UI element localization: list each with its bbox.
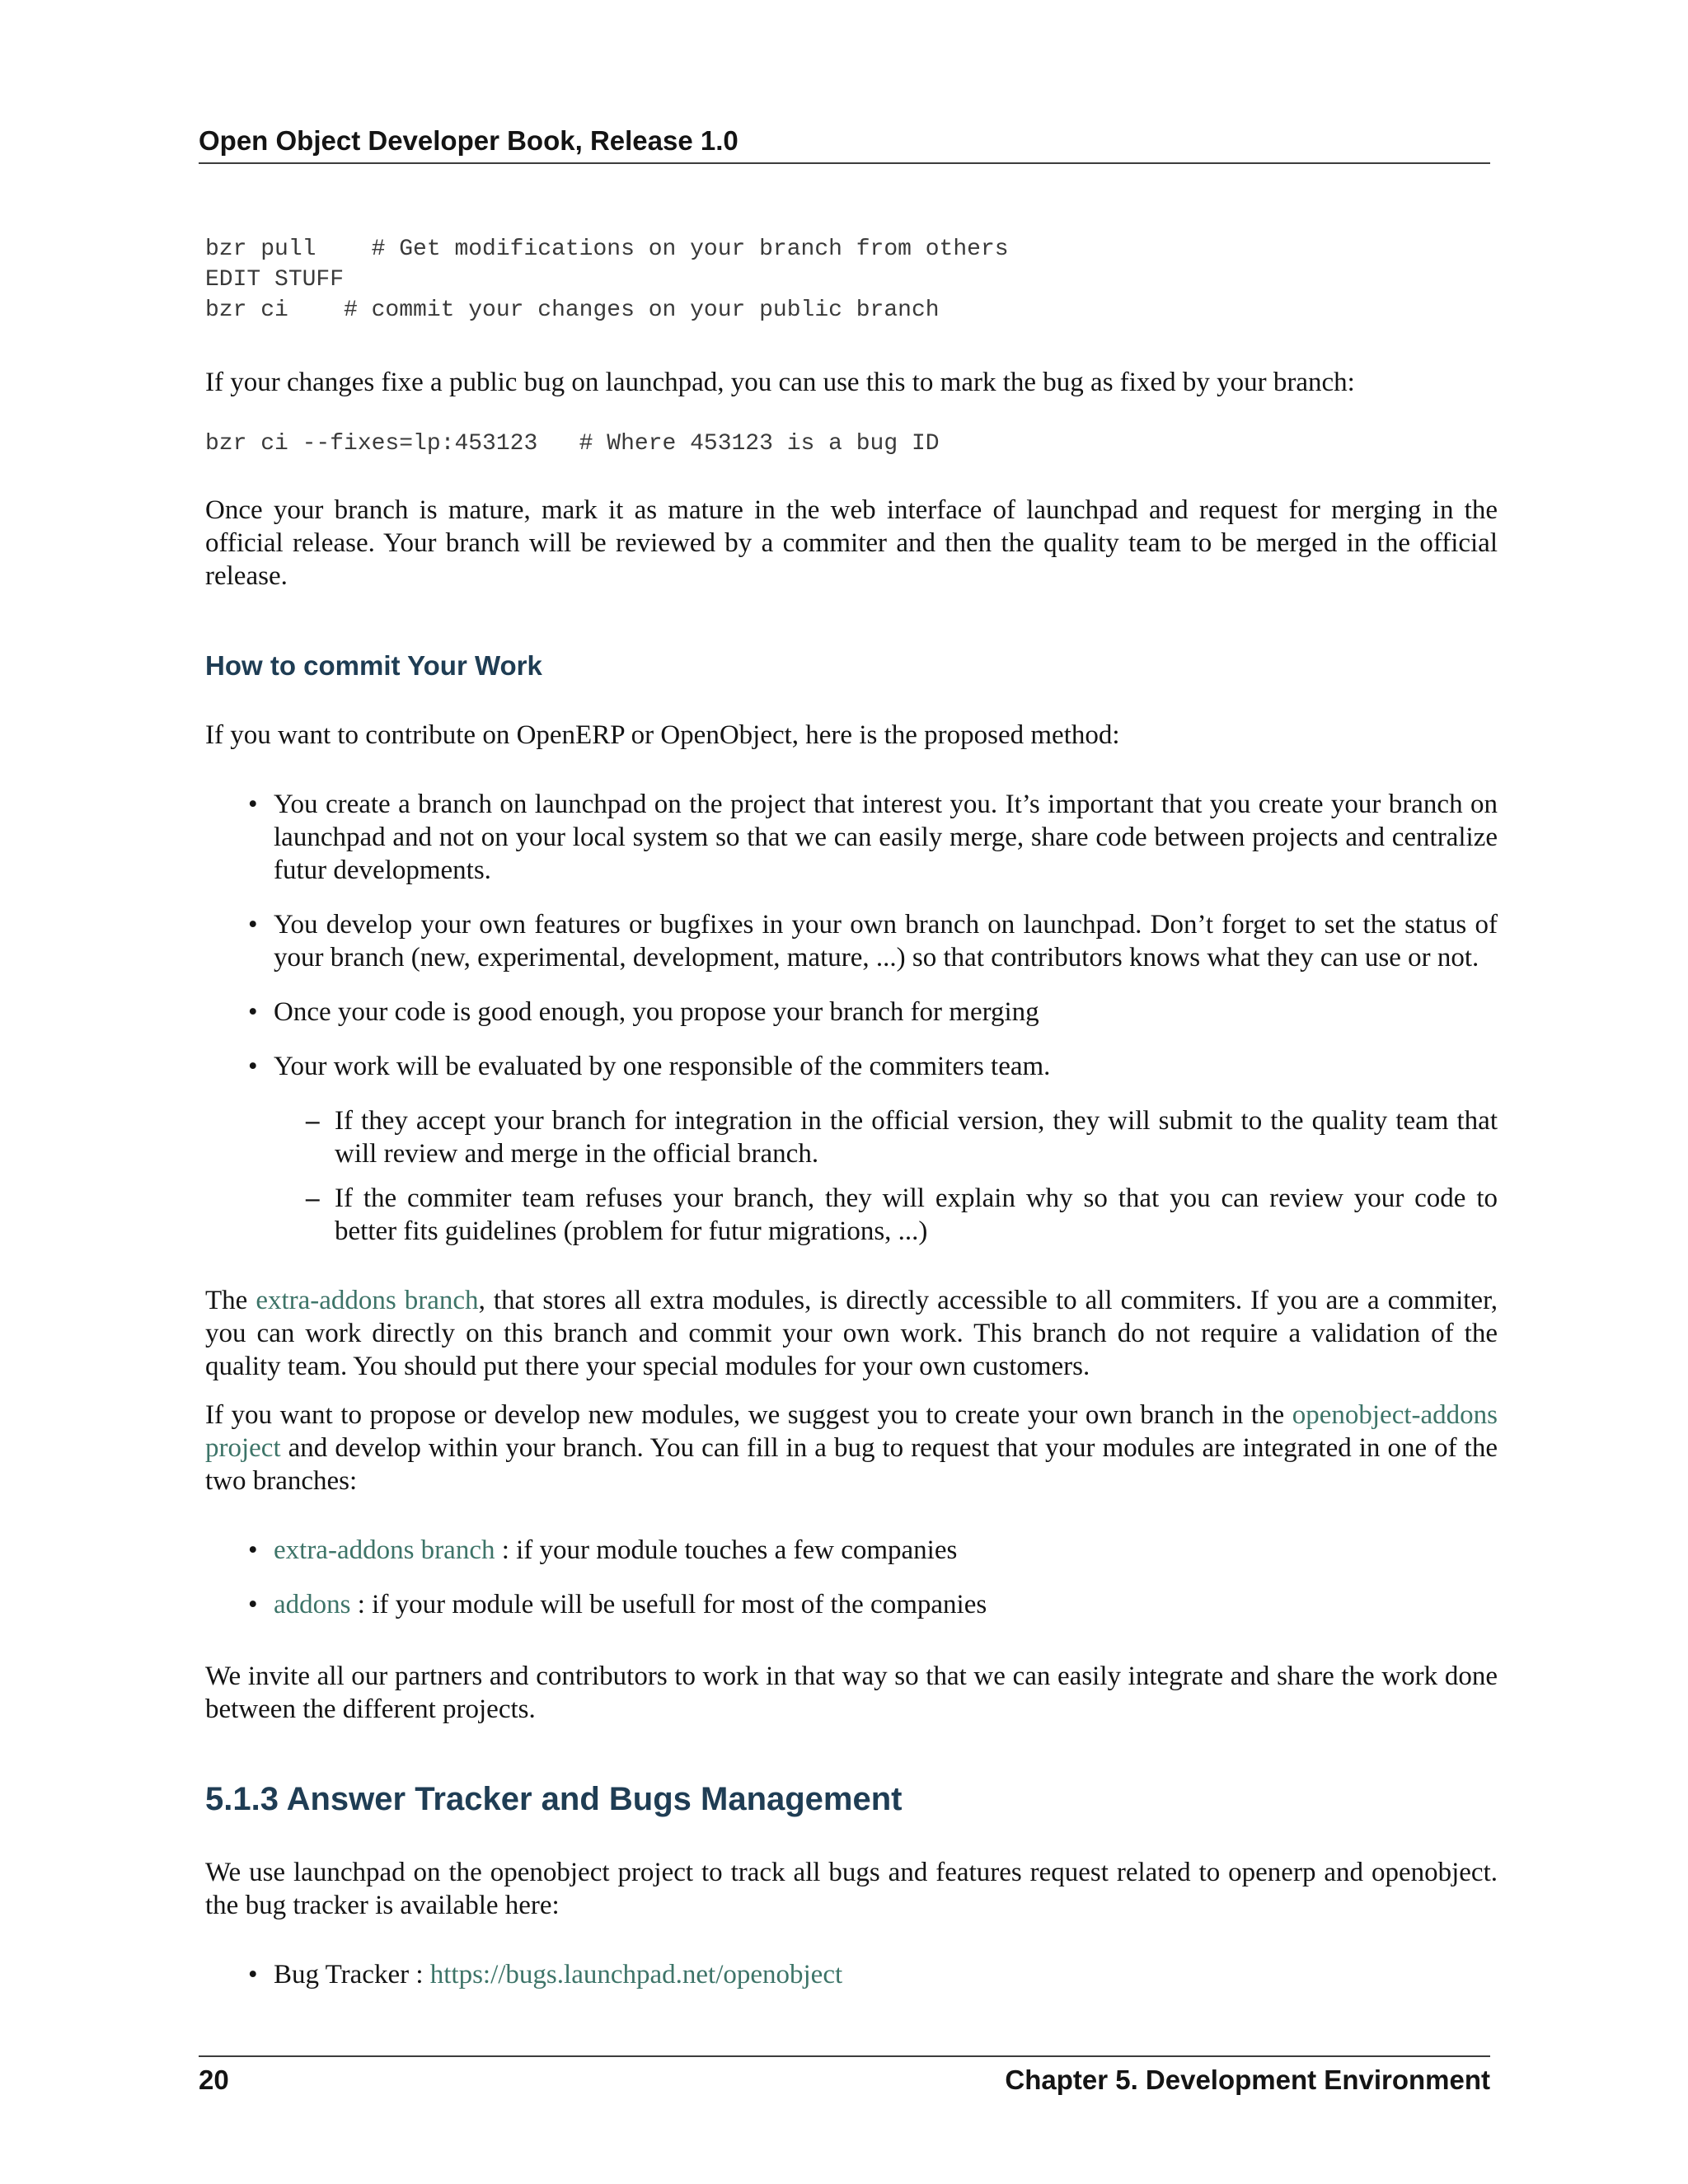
bullet-mark: • bbox=[248, 790, 258, 819]
bullet-mark: • bbox=[248, 1960, 258, 1990]
openobject-addons-link[interactable]: openobject-addons project bbox=[205, 1400, 1498, 1463]
bullet-mark: • bbox=[248, 1535, 258, 1565]
section-heading: 5.1.3 Answer Tracker and Bugs Management bbox=[205, 1781, 903, 1817]
paragraph-launchpad: We use launchpad on the openobject project to track all bugs and features request related to openerp and openobject. the bug tracker is available here: bbox=[205, 1858, 1498, 1920]
chapter-title: Chapter 5. Development Environment bbox=[1005, 2064, 1490, 2095]
page-content bbox=[205, 234, 1498, 1991]
code-block-bzr-workflow bbox=[205, 234, 1498, 326]
code-block-bzr-fixes bbox=[205, 429, 1498, 459]
bug-tracker-link[interactable]: https://bugs.launchpad.net/openobject bbox=[429, 1960, 843, 1990]
header-rule bbox=[199, 162, 1490, 164]
paragraph-intro: If you want to contribute on OpenERP or OpenObject, here is the proposed method: bbox=[205, 720, 1120, 750]
running-header: Open Object Developer Book, Release 1.0 bbox=[199, 125, 738, 156]
bullet-mark: • bbox=[248, 997, 258, 1027]
extra-addons-branch-link[interactable]: extra-addons branch bbox=[274, 1535, 495, 1565]
paragraph-extra-addons: The extra-addons branch, that stores all extra modules, is directly accessible to all commiters. If you are a commiter, you can work directly on this branch and commit your own work. This branch do not require a validation of the quality team. You should put there your special modules for your own customers. bbox=[205, 1286, 1498, 1381]
dash-mark: – bbox=[306, 1183, 320, 1213]
sub-list-item: – If they accept your branch for integration in the official version, they will submit to the quality team that will review and merge in the official branch. bbox=[306, 1106, 1498, 1169]
paragraph-fix-bug: If your changes fixe a public bug on launchpad, you can use this to mark the bug as fixed by your branch: bbox=[205, 368, 1355, 397]
list-item: • Bug Tracker : https://bugs.launchpad.net/openobject bbox=[248, 1960, 843, 1990]
paragraph-propose: If you want to propose or develop new modules, we suggest you to create your own branch in the openobject-addons project and develop within your branch. You can fill in a bug to request that your modules are integrated in one of the two branches: bbox=[205, 1400, 1498, 1496]
code-line: bzr ci --fixes=lp:453123 # Where 453123 is a bug ID bbox=[205, 431, 940, 457]
paragraph-mature: Once your branch is mature, mark it as mature in the web interface of launchpad and request for merging in the official release. Your branch will be reviewed by a commiter and then the quality team to be merged in the official release. bbox=[205, 495, 1498, 591]
list-item: • extra-addons branch : if your module touches a few companies bbox=[248, 1535, 958, 1565]
addons-link[interactable]: addons bbox=[274, 1590, 351, 1619]
bullet-mark: • bbox=[248, 910, 258, 940]
tracker-list bbox=[205, 1958, 1498, 1991]
code-line: EDIT STUFF bbox=[205, 267, 345, 293]
footer-rule bbox=[199, 2055, 1490, 2057]
code-line: bzr pull # Get modifications on your branch from others bbox=[205, 237, 1009, 262]
dash-mark: – bbox=[306, 1106, 320, 1136]
method-list bbox=[205, 788, 1498, 1083]
evaluation-sublist bbox=[205, 1104, 1498, 1248]
list-item: • addons : if your module will be usefull for most of the companies bbox=[248, 1590, 987, 1619]
bullet-mark: • bbox=[248, 1590, 258, 1619]
subsection-heading: How to commit Your Work bbox=[205, 650, 542, 681]
paragraph-invite: We invite all our partners and contributors to work in that way so that we can easily integrate and share the work done between the different projects. bbox=[205, 1661, 1498, 1724]
list-item: • Once your code is good enough, you propose your branch for merging bbox=[248, 997, 1039, 1027]
branch-list bbox=[205, 1534, 1498, 1621]
sub-list-item: – If the commiter team refuses your branch, they will explain why so that you can review your code to better fits guidelines (problem for futur migrations, ...) bbox=[306, 1183, 1498, 1246]
extra-addons-link[interactable]: extra-addons branch bbox=[256, 1286, 479, 1315]
bullet-mark: • bbox=[248, 1052, 258, 1081]
code-line: bzr ci # commit your changes on your public branch bbox=[205, 298, 940, 323]
page-number: 20 bbox=[199, 2064, 229, 2095]
list-item: • You develop your own features or bugfixes in your own branch on launchpad. Don’t forget to set the status of your branch (new, experimental, development, mature, ...) so that contributors knows what they can use or not. bbox=[248, 910, 1498, 972]
list-item: • You create a branch on launchpad on the project that interest you. It’s important that you create your branch on launchpad and not on your local system so that we can easily merge, share code between projects and centralize futur developments. bbox=[248, 790, 1498, 885]
list-item: • Your work will be evaluated by one responsible of the commiters team. bbox=[248, 1052, 1051, 1081]
